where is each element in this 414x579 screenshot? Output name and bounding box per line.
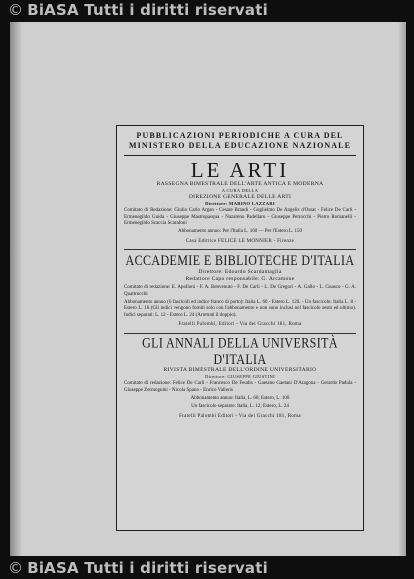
accademie-section [124,253,356,328]
copyright-symbol: © [8,1,24,19]
le-arti-direzione: DIREZIONE GENERALE DELLE ARTI [188,193,292,200]
accademie-comitato: Comitato di redazione: E. Apolloni - F. A. Benvenuto - F. De Carli - L. De Gregori - A. Gallo - L. Guasco - G. A. Quattrocchi [124,285,356,297]
accademie-editore: Fratelli Palombi, Editori - Via dei Gracchi 181, Roma [178,322,302,328]
le-arti-abbonamento: Abbonamento annuo: Per l'Italia L. 160 — Per l'Estero L. 150 [178,229,302,235]
accademie-redattore: Redattore Capo responsabile: G. Arcamone [185,276,295,283]
header-line-1: PUBBLICAZIONI PERIODICHE A CURA DEL [136,131,344,140]
divider [124,249,356,250]
le-arti-a-cura: A CURA DELLA [221,188,259,193]
copyright-symbol: © [8,559,24,577]
watermark-bottom-text: BiASA Tutti i diritti riservati [27,559,268,577]
annali-direttore: Direttore: GIUSEPPE GIUSTINI [205,373,275,379]
annali-subtitle: RIVISTA BIMESTRALE DELL'ORDINE UNIVERSITARIO [163,366,317,373]
accademie-title: ACCADEMIE E BIBLIOTECHE D'ITALIA [125,251,355,269]
divider [124,155,356,156]
le-arti-editrice: Casa Editrice FELICE LE MONNIER - Firenze [185,238,295,244]
watermark-top [8,1,268,19]
header-line-2: MINISTERO DELLA EDUCAZIONE NAZIONALE [128,141,352,150]
annali-comitato: Comitato di redazione: Felice De Carli - Francesco De Feudis - Gaetano Gaetani D'Aragona - Gerardo Padula - Giuseppe Zermognini - Nicola Spano - Enrico Valleris [124,381,356,393]
watermark-bottom [8,559,268,577]
annali-editore: Fratelli Palombi Editori - Via dei Gracchi 181, Roma [179,413,301,419]
scanned-page [10,22,406,556]
le-arti-title: LE ARTI [190,158,290,182]
watermark-top-text: BiASA Tutti i diritti riservati [27,1,268,19]
accademie-direttore: Direttore: Edoardo Scardamaglia [198,269,282,276]
annali-section [124,333,356,421]
accademie-abbonamento: Abbonamento annuo (6 fascicoli ed indice franco di porto): Italia L. 60 - Estero L. 120. - Un fascicolo: Italia L. 8 - Estero L. 16 (Gli indici vengono forniti solo con l'abbonamento e non sono inclusi nel fascicolo sesto ed ultimo). Indici separati: L. 12 - Estero L. 24 (Arretrati il doppio). [124,300,356,318]
publications-frame [116,125,364,531]
annali-abbonamento-2: Un fascicolo separato: Italia, L. 12; Estero, L. 24 [191,404,289,410]
annali-abbonamento-1: Abbonamento annuo: Italia, L. 60; Estero, L. 100 [190,396,290,402]
le-arti-subtitle: RASSEGNA BIMESTRALE DELL'ARTE ANTICA E MODERNA [156,181,324,187]
le-arti-direttore: Direttore: MARINO LAZZARI [205,200,275,206]
le-arti-comitato: Comitato di Redazione: Giulio Carlo Argan - Cesare Brandi - Guglielmo De Angelis d'Ossat - Felice De Carli - Ermenegildo Guida - Giuseppe Mastropasqua - Nazareno Padellaro - Giuseppe Petrocchi - Pietro Romanelli - Ermenegildo Scaccia Scarafoni [124,208,356,226]
le-arti-section [124,159,356,245]
annali-title: GLI ANNALI DELLA UNIVERSITÀ D'ITALIA [142,333,338,368]
